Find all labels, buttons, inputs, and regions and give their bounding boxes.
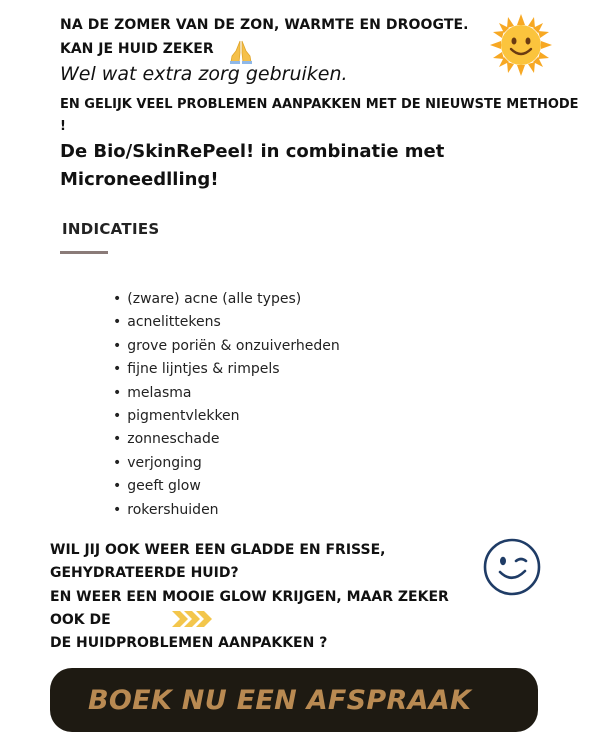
list-item: • (zware) acne (alle types) bbox=[113, 288, 340, 311]
list-item: • rokershuiden bbox=[113, 499, 340, 522]
winking-face-icon bbox=[482, 537, 542, 597]
indications-list bbox=[113, 288, 340, 522]
list-item: • melasma bbox=[113, 382, 340, 405]
heading-line-2: KAN JE HUID ZEKER bbox=[60, 41, 214, 57]
indications-divider bbox=[60, 251, 108, 254]
question-line-1: WIL JIJ OOK WEER EEN GLADDE EN FRISSE, bbox=[50, 542, 386, 558]
sun-face-icon bbox=[490, 14, 552, 76]
list-item: • fijne lijntjes & rimpels bbox=[113, 358, 340, 381]
treatment-title: De Bio/SkinRePeel! in combinatie met Microneedlling! bbox=[60, 141, 445, 190]
question-line-3: EN WEER EEN MOOIE GLOW KRIJGEN, MAAR ZEKER bbox=[50, 588, 449, 605]
indications-title: INDICATIES bbox=[62, 220, 160, 238]
book-appointment-label: BOEK NU EEN AFSPRAAK bbox=[88, 684, 472, 716]
heading-line-1: NA DE ZOMER VAN DE ZON, WARMTE EN DROOGTE. bbox=[60, 17, 469, 33]
list-item: • pigmentvlekken bbox=[113, 405, 340, 428]
list-item: • acnelittekens bbox=[113, 311, 340, 334]
chevrons-right-icon bbox=[170, 609, 214, 629]
question-line-2: GEHYDRATEERDE HUID? bbox=[50, 565, 239, 582]
list-item: • geeft glow bbox=[113, 475, 340, 498]
list-item: • grove poriën & onzuiverheden bbox=[113, 335, 340, 358]
folded-hands-icon bbox=[227, 37, 255, 65]
list-item: • verjonging bbox=[113, 452, 340, 475]
heading-line-3: Wel wat extra zorg gebruiken. bbox=[60, 63, 348, 85]
question-block bbox=[50, 539, 490, 655]
book-appointment-button[interactable] bbox=[50, 668, 538, 732]
question-line-5: DE HUIDPROBLEMEN AANPAKKEN ? bbox=[50, 635, 328, 652]
question-line-4: OOK DE bbox=[50, 611, 111, 628]
heading-line-4: EN GELIJK VEEL PROBLEMEN AANPAKKEN MET DE NIEUWSTE METHODE ! bbox=[60, 97, 579, 134]
list-item: • zonneschade bbox=[113, 428, 340, 451]
